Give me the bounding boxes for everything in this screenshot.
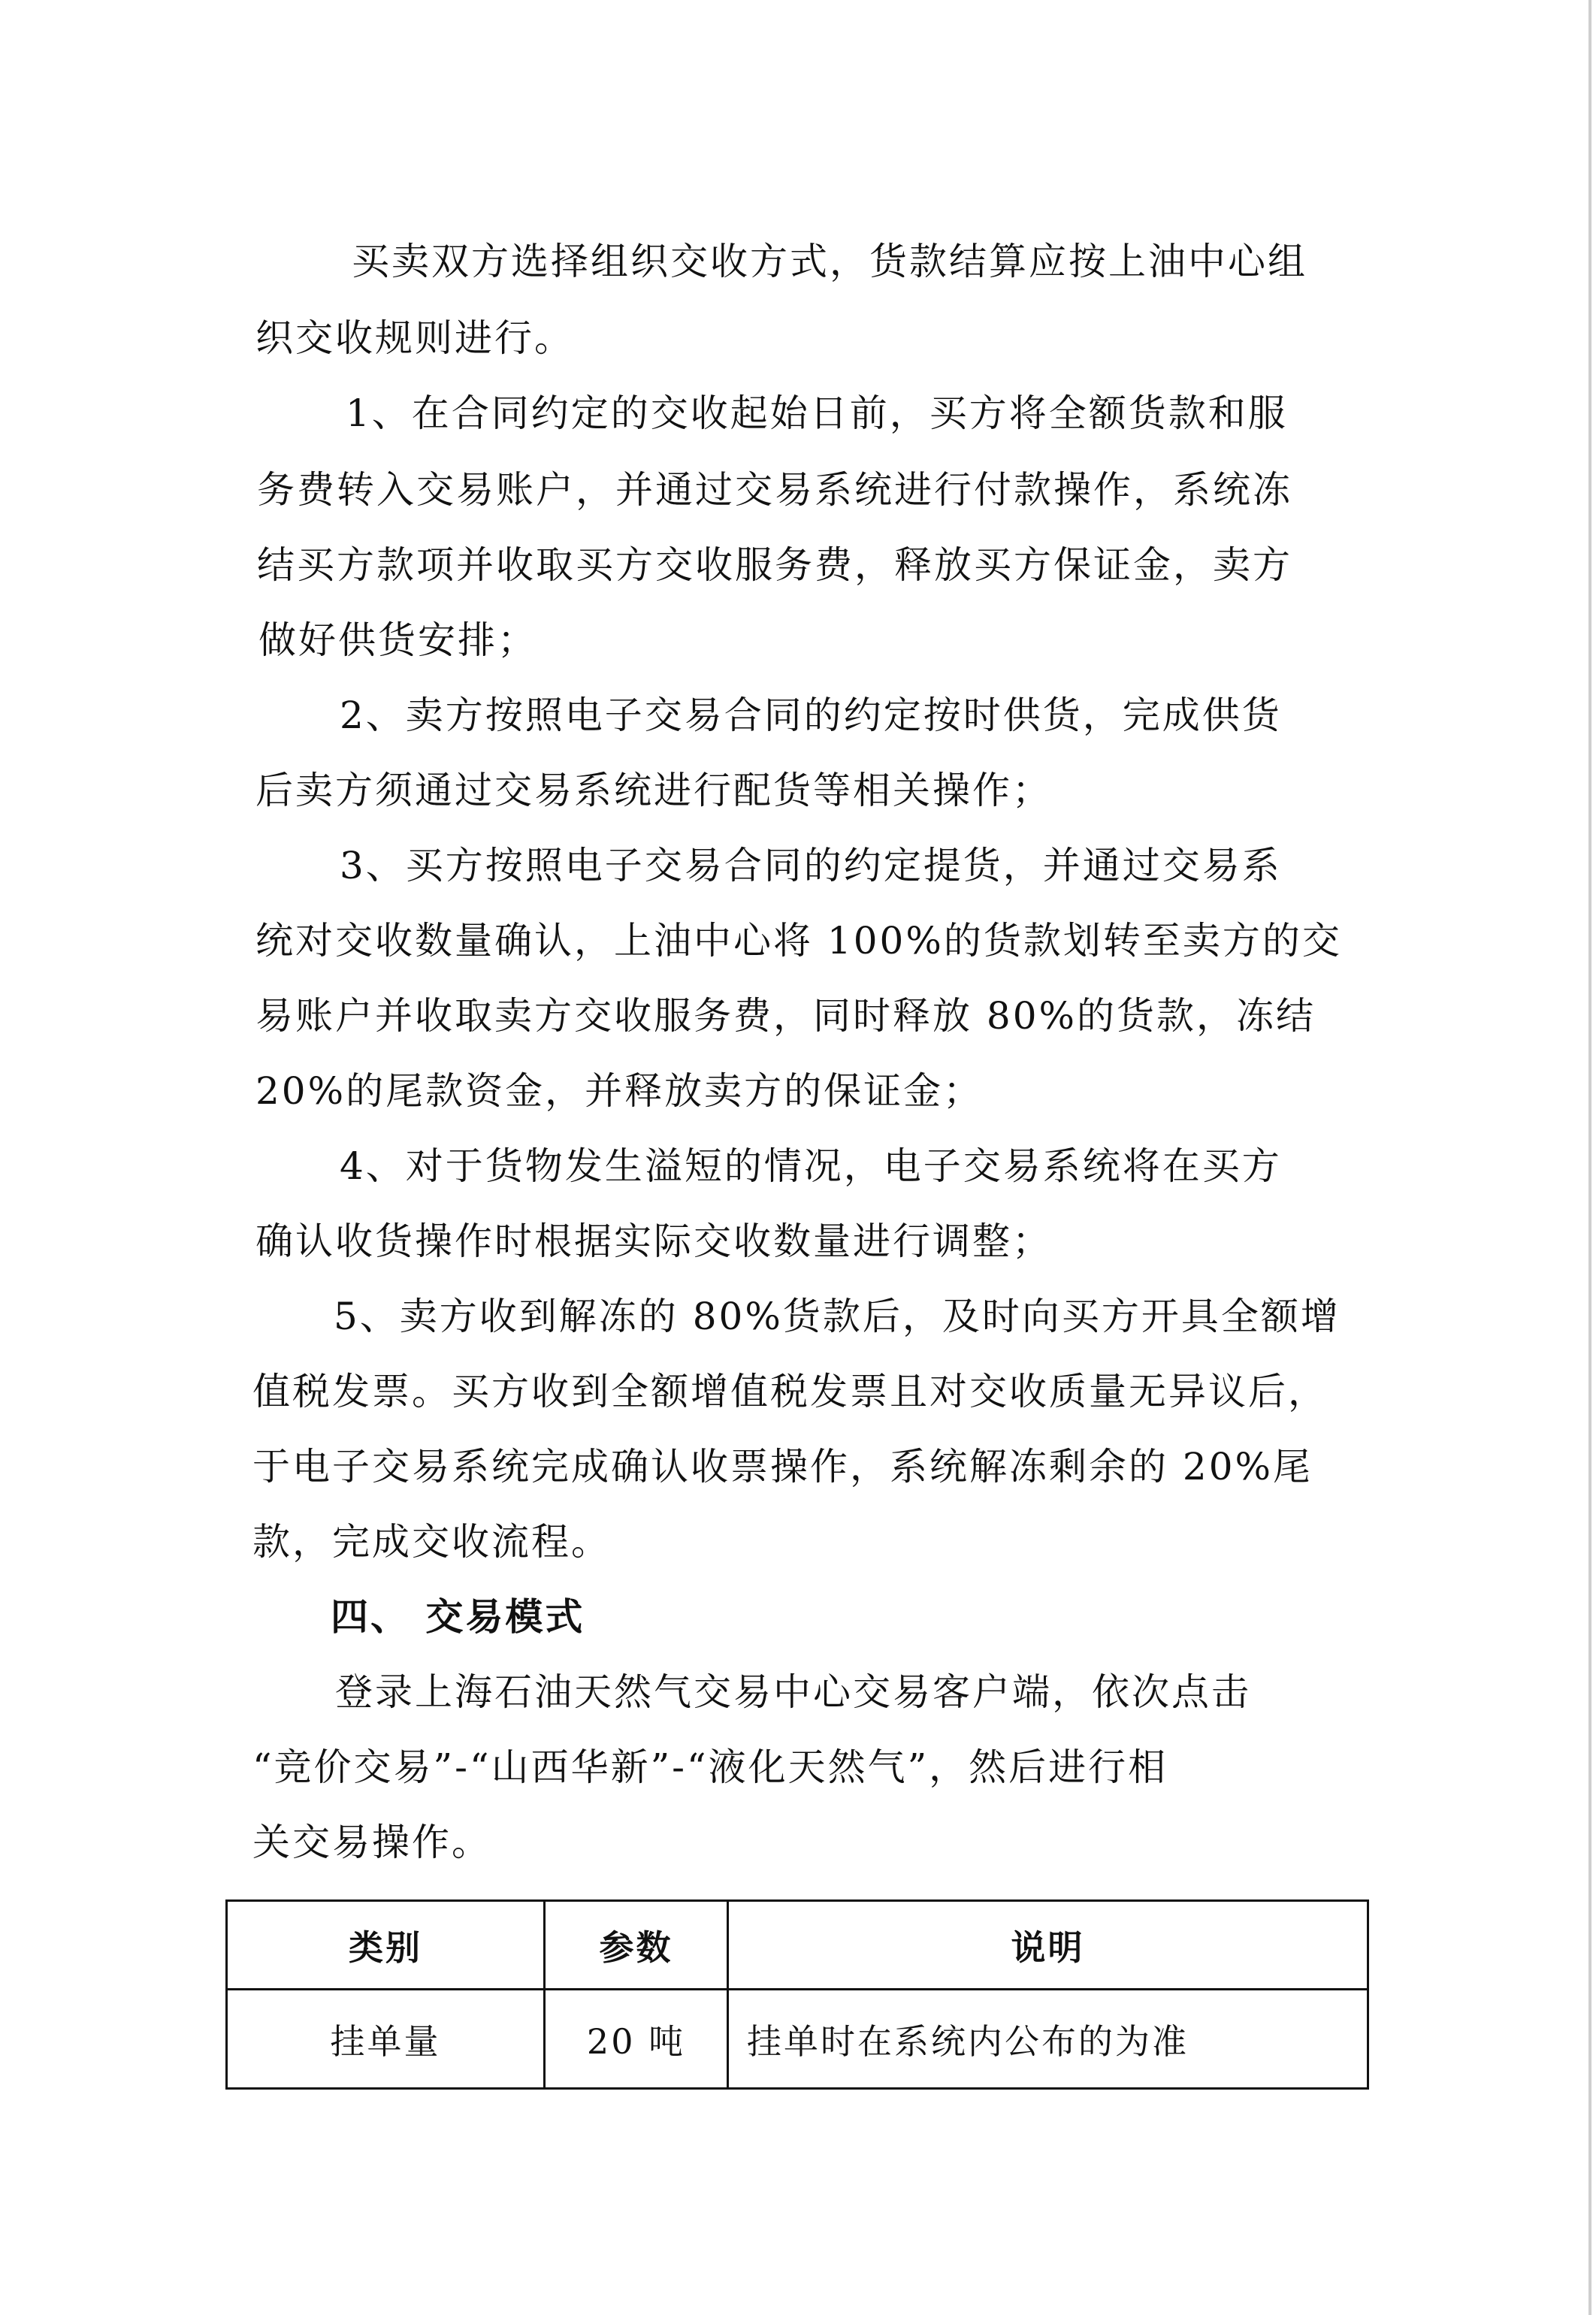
table-cell-description: 挂单时在系统内公布的为准 [747, 2020, 1189, 2062]
paragraph-line: 关交易操作。 [252, 1821, 491, 1864]
paragraph-line: 务费转入交易账户，并通过交易系统进行付款操作，系统冻 [257, 468, 1292, 512]
table-cell-category: 挂单量 [330, 2020, 441, 2062]
section-heading: 四、 交易模式 [331, 1594, 585, 1639]
paragraph-line: 登录上海石油天然气交易中心交易客户端，依次点击 [335, 1670, 1251, 1714]
paragraph-line: 结买方款项并收取买方交收服务费，释放买方保证金，卖方 [257, 543, 1292, 587]
paragraph-line: 4、对于货物发生溢短的情况，电子交易系统将在买方 [340, 1144, 1282, 1188]
paragraph-line: “竞价交易”-“山西华新”-“液化天然气”，然后进行相 [252, 1745, 1168, 1789]
paragraph-line: 买卖双方选择组织交收方式，货款结算应按上油中心组 [352, 240, 1307, 283]
paragraph-line: 易账户并收取卖方交收服务费，同时释放 80%的货款，冻结 [255, 994, 1316, 1038]
parameter-table [225, 1899, 1369, 2090]
paragraph-line: 统对交收数量确认，上油中心将 100%的货款划转至卖方的交 [255, 919, 1342, 963]
table-header-description: 说明 [1011, 1927, 1085, 1968]
paragraph-line: 织交收规则进行。 [255, 316, 574, 360]
paragraph-line: 做好供货安排； [258, 618, 537, 662]
paragraph-line: 值税发票。买方收到全额增值税发票且对交收质量无异议后， [252, 1370, 1328, 1413]
paragraph-line: 于电子交易系统完成确认收票操作，系统解冻剩余的 20%尾 [252, 1445, 1313, 1488]
paragraph-line: 确认收货操作时根据实际交收数量进行调整； [255, 1219, 1052, 1263]
paragraph-line: 5、卖方收到解冻的 80%货款后，及时向买方开具全额增 [334, 1295, 1341, 1338]
paragraph-line: 20%的尾款资金，并释放卖方的保证金； [255, 1069, 984, 1113]
paragraph-line: 3、买方按照电子交易合同的约定提货，并通过交易系 [340, 844, 1282, 887]
table-header-category: 类别 [349, 1927, 422, 1968]
paragraph-line: 2、卖方按照电子交易合同的约定按时供货，完成供货 [340, 694, 1282, 737]
table-header-parameter: 参数 [599, 1927, 673, 1968]
paragraph-line: 款，完成交收流程。 [252, 1520, 611, 1564]
paragraph-line: 1、在合同约定的交收起始日前，买方将全额货款和服 [346, 391, 1288, 435]
page-edge [1588, 0, 1591, 2315]
paragraph-line: 后卖方须通过交易系统进行配货等相关操作； [255, 769, 1052, 812]
table-cell-parameter: 20 吨 [586, 2020, 686, 2062]
